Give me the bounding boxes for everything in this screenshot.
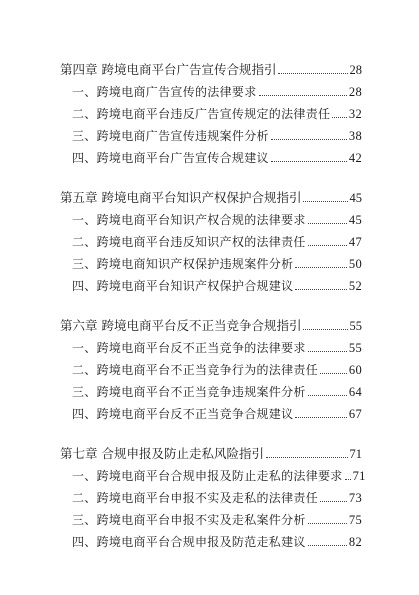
page-number: 55 bbox=[349, 319, 362, 333]
dot-leader bbox=[308, 350, 347, 352]
section-title: 四、跨境电商平台广告宣传合规建议 bbox=[72, 151, 269, 165]
toc-chapter-5 bbox=[60, 183, 362, 293]
section-title: 三、跨境电商知识产权保护违规案件分析 bbox=[72, 257, 294, 271]
section-title: 三、跨境电商平台申报不实及走私案件分析 bbox=[72, 513, 306, 527]
page-number: 64 bbox=[348, 385, 362, 399]
page-number: 75 bbox=[348, 513, 362, 527]
toc-section-entry[interactable] bbox=[60, 77, 362, 99]
page-number: 71 bbox=[349, 447, 362, 461]
page-number: 82 bbox=[348, 535, 362, 549]
page-number: 38 bbox=[348, 129, 362, 143]
toc-chapter-heading[interactable] bbox=[60, 311, 362, 333]
toc-chapter-6 bbox=[60, 311, 362, 421]
toc-section-entry[interactable] bbox=[60, 527, 362, 549]
toc-chapter-heading[interactable] bbox=[60, 55, 362, 77]
section-title: 二、跨境电商平台不正当竞争行为的法律责任 bbox=[72, 363, 319, 377]
dot-leader bbox=[308, 522, 347, 524]
toc-section-entry[interactable] bbox=[60, 333, 362, 355]
section-title: 四、跨境电商平台合规申报及防范走私建议 bbox=[72, 535, 306, 549]
dot-leader bbox=[295, 416, 346, 418]
page-number: 28 bbox=[349, 63, 362, 77]
toc-section-entry[interactable] bbox=[60, 461, 366, 483]
dot-leader bbox=[308, 394, 347, 396]
dot-leader bbox=[295, 266, 346, 268]
section-title: 二、跨境电商平台违反广告宣传规定的法律责任 bbox=[72, 107, 331, 121]
toc-section-entry[interactable] bbox=[60, 205, 362, 227]
toc-section-entry[interactable] bbox=[60, 377, 362, 399]
dot-leader bbox=[303, 328, 347, 330]
dot-leader bbox=[303, 200, 347, 202]
page-number: 55 bbox=[348, 341, 362, 355]
page-number: 60 bbox=[348, 363, 362, 377]
chapter-title: 第五章 跨境电商平台知识产权保护合规指引 bbox=[60, 190, 302, 205]
toc-section-entry[interactable] bbox=[60, 143, 362, 165]
page-number: 42 bbox=[348, 151, 362, 165]
dot-leader bbox=[308, 222, 347, 224]
table-of-contents bbox=[60, 55, 366, 567]
page-number: 50 bbox=[348, 257, 362, 271]
page-number: 28 bbox=[348, 85, 362, 99]
toc-section-entry[interactable] bbox=[60, 483, 362, 505]
chapter-title: 第六章 跨境电商平台反不正当竞争合规指引 bbox=[60, 318, 302, 333]
toc-chapter-7 bbox=[60, 439, 366, 549]
toc-section-entry[interactable] bbox=[60, 399, 362, 421]
page-number: 52 bbox=[348, 279, 362, 293]
toc-section-entry[interactable] bbox=[60, 99, 362, 121]
toc-section-entry[interactable] bbox=[60, 271, 362, 293]
section-title: 二、跨境电商平台申报不实及走私的法律责任 bbox=[72, 491, 319, 505]
page-number: 47 bbox=[348, 235, 362, 249]
page-number: 73 bbox=[348, 491, 362, 505]
toc-chapter-heading[interactable] bbox=[60, 183, 362, 205]
section-title: 三、跨境电商平台不正当竞争违规案件分析 bbox=[72, 385, 306, 399]
toc-chapter-4 bbox=[60, 55, 362, 165]
toc-section-entry[interactable] bbox=[60, 505, 362, 527]
dot-leader bbox=[271, 160, 347, 162]
toc-section-entry[interactable] bbox=[60, 227, 362, 249]
dot-leader bbox=[266, 456, 348, 458]
toc-chapter-heading[interactable] bbox=[60, 439, 362, 461]
dot-leader bbox=[271, 138, 347, 140]
page-number: 45 bbox=[349, 191, 362, 205]
page-number: 71 bbox=[352, 469, 366, 483]
section-title: 一、跨境电商平台知识产权合规的法律要求 bbox=[72, 213, 306, 227]
page-number: 32 bbox=[348, 107, 362, 121]
dot-leader bbox=[278, 72, 347, 74]
dot-leader bbox=[320, 372, 347, 374]
toc-section-entry[interactable] bbox=[60, 121, 362, 143]
section-title: 一、跨境电商广告宣传的法律要求 bbox=[72, 85, 257, 99]
section-title: 三、跨境电商广告宣传违规案件分析 bbox=[72, 129, 269, 143]
dot-leader bbox=[259, 94, 347, 96]
section-title: 一、跨境电商平台反不正当竞争的法律要求 bbox=[72, 341, 306, 355]
section-title: 一、跨境电商平台合规申报及防止走私的法律要求 bbox=[72, 469, 343, 483]
dot-leader bbox=[308, 244, 347, 246]
dot-leader bbox=[332, 116, 347, 118]
dot-leader bbox=[345, 478, 351, 480]
toc-section-entry[interactable] bbox=[60, 355, 362, 377]
dot-leader bbox=[295, 288, 346, 290]
toc-section-entry[interactable] bbox=[60, 249, 362, 271]
section-title: 二、跨境电商平台违反知识产权的法律责任 bbox=[72, 235, 306, 249]
section-title: 四、跨境电商平台反不正当竞争合规建议 bbox=[72, 407, 294, 421]
page-number: 45 bbox=[348, 213, 362, 227]
chapter-title: 第七章 合规申报及防止走私风险指引 bbox=[60, 446, 264, 461]
section-title: 四、跨境电商平台知识产权保护合规建议 bbox=[72, 279, 294, 293]
dot-leader bbox=[308, 544, 347, 546]
page-number: 67 bbox=[348, 407, 362, 421]
chapter-title: 第四章 跨境电商平台广告宣传合规指引 bbox=[60, 62, 277, 77]
dot-leader bbox=[320, 500, 347, 502]
